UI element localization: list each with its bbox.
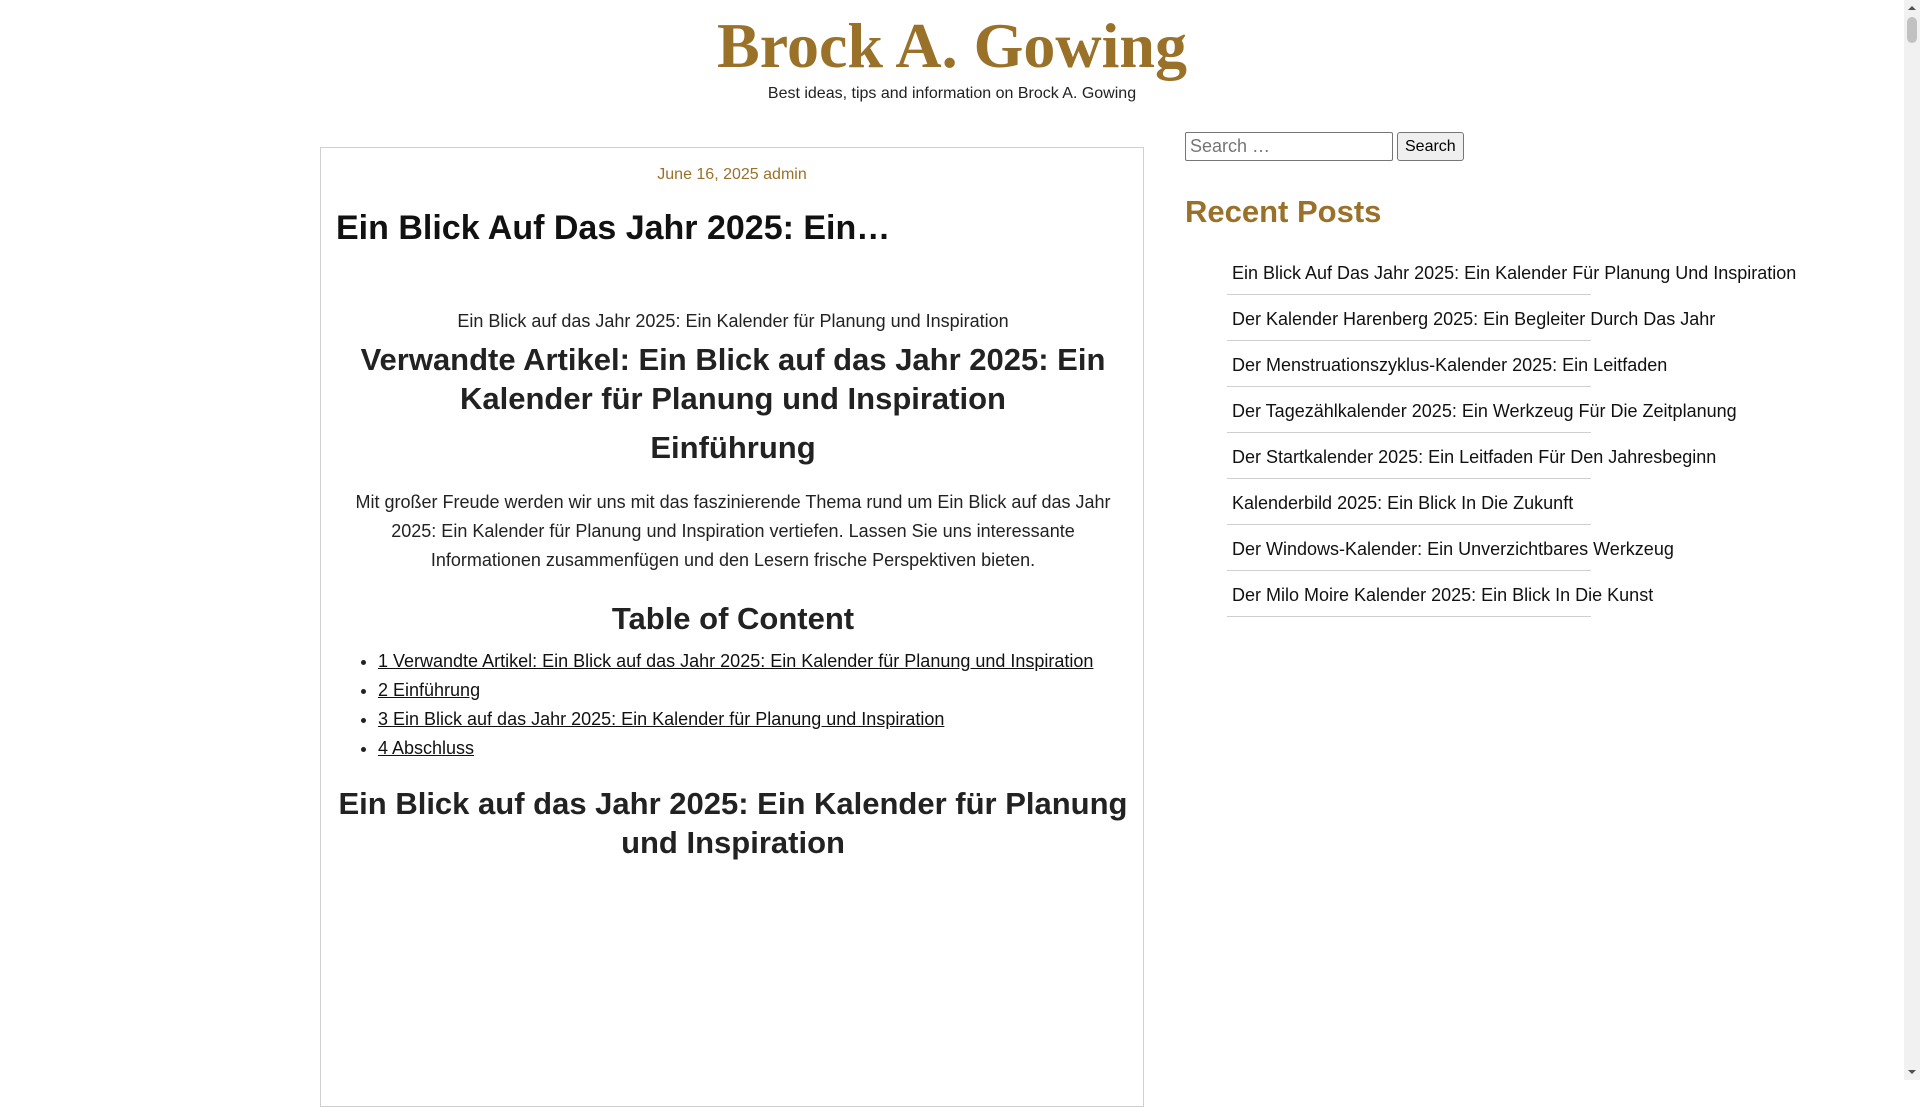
related-articles-heading: Verwandte Artikel: Ein Blick auf das Jahr 2025: Ein Kalender für Planung und Inspiration [360, 342, 1106, 416]
toc-item [378, 676, 1093, 705]
scroll-down-arrow-icon[interactable] [1904, 1064, 1920, 1080]
recent-post-link[interactable]: Der Windows-Kalender: Ein Unverzichtbares Werkzeug [1227, 526, 1591, 571]
site-title[interactable]: Brock A. Gowing [717, 10, 1187, 81]
toc-item [378, 705, 1093, 734]
search-form [1185, 132, 1591, 161]
introduction-heading: Einführung [650, 430, 816, 465]
vertical-scrollbar[interactable] [1904, 0, 1920, 1080]
toc-item [378, 734, 1093, 763]
scroll-up-arrow-icon[interactable] [1904, 0, 1920, 16]
recent-post-link[interactable]: Der Startkalender 2025: Ein Leitfaden Für Den Jahresbeginn [1227, 434, 1591, 479]
intro-paragraph: Mit großer Freude werden wir uns mit das faszinierende Thema rund um Ein Blick auf das Jahr 2025: Ein Kalender für Planung und Inspiration vertiefen. Lassen Sie uns interessante Informationen zusammenfügen und den Lesern frische Perspektiven bieten. [355, 492, 1111, 570]
recent-post-link[interactable]: Kalenderbild 2025: Ein Blick In Die Zukunft [1227, 480, 1591, 525]
site-tagline: Best ideas, tips and information on Brock A. Gowing [767, 85, 1137, 102]
sidebar [1185, 132, 1797, 605]
search-input[interactable] [1185, 132, 1393, 161]
toc-heading: Table of Content [611, 601, 855, 636]
recent-post-link[interactable]: Der Tagezählkalender 2025: Ein Werkzeug Für Die Zeitplanung [1227, 388, 1591, 433]
recent-post-link[interactable]: Ein Blick Auf Das Jahr 2025: Ein Kalender Für Planung Und Inspiration [1227, 250, 1591, 295]
scrollbar-thumb[interactable] [1907, 17, 1917, 43]
toc-link-2[interactable]: 2 Einführung [378, 680, 481, 700]
toc-link-4[interactable]: 4 Abschluss [378, 738, 475, 758]
recent-posts-list [1227, 250, 1797, 618]
toc-item [378, 647, 1093, 676]
post-date-link[interactable]: June 16, 2025 [657, 166, 759, 183]
recent-post-link[interactable]: Der Kalender Harenberg 2025: Ein Begleiter Durch Das Jahr [1227, 296, 1591, 341]
search-button[interactable]: Search [1397, 132, 1464, 161]
post-meta [321, 165, 1143, 185]
section-heading: Ein Blick auf das Jahr 2025: Ein Kalender für Planung und Inspiration [338, 786, 1128, 860]
recent-posts-title: Recent Posts [1185, 194, 1382, 229]
recent-post-link[interactable]: Der Milo Moire Kalender 2025: Ein Blick In Die Kunst [1227, 572, 1591, 617]
post-card [320, 147, 1144, 1107]
post-title[interactable]: Ein Blick Auf Das Jahr 2025: Ein… [336, 209, 891, 247]
post-author-link[interactable]: admin [763, 166, 807, 183]
recent-post-link[interactable]: Der Menstruationszyklus-Kalender 2025: Ein Leitfaden [1227, 342, 1591, 387]
toc-link-3[interactable]: 3 Ein Blick auf das Jahr 2025: Ein Kalender für Planung und Inspiration [378, 709, 945, 729]
table-of-contents [378, 647, 1093, 763]
post-intro: Ein Blick auf das Jahr 2025: Ein Kalender für Planung und Inspiration [457, 311, 1009, 331]
toc-link-1[interactable]: 1 Verwandte Artikel: Ein Blick auf das Jahr 2025: Ein Kalender für Planung und Inspiration [378, 651, 1094, 671]
